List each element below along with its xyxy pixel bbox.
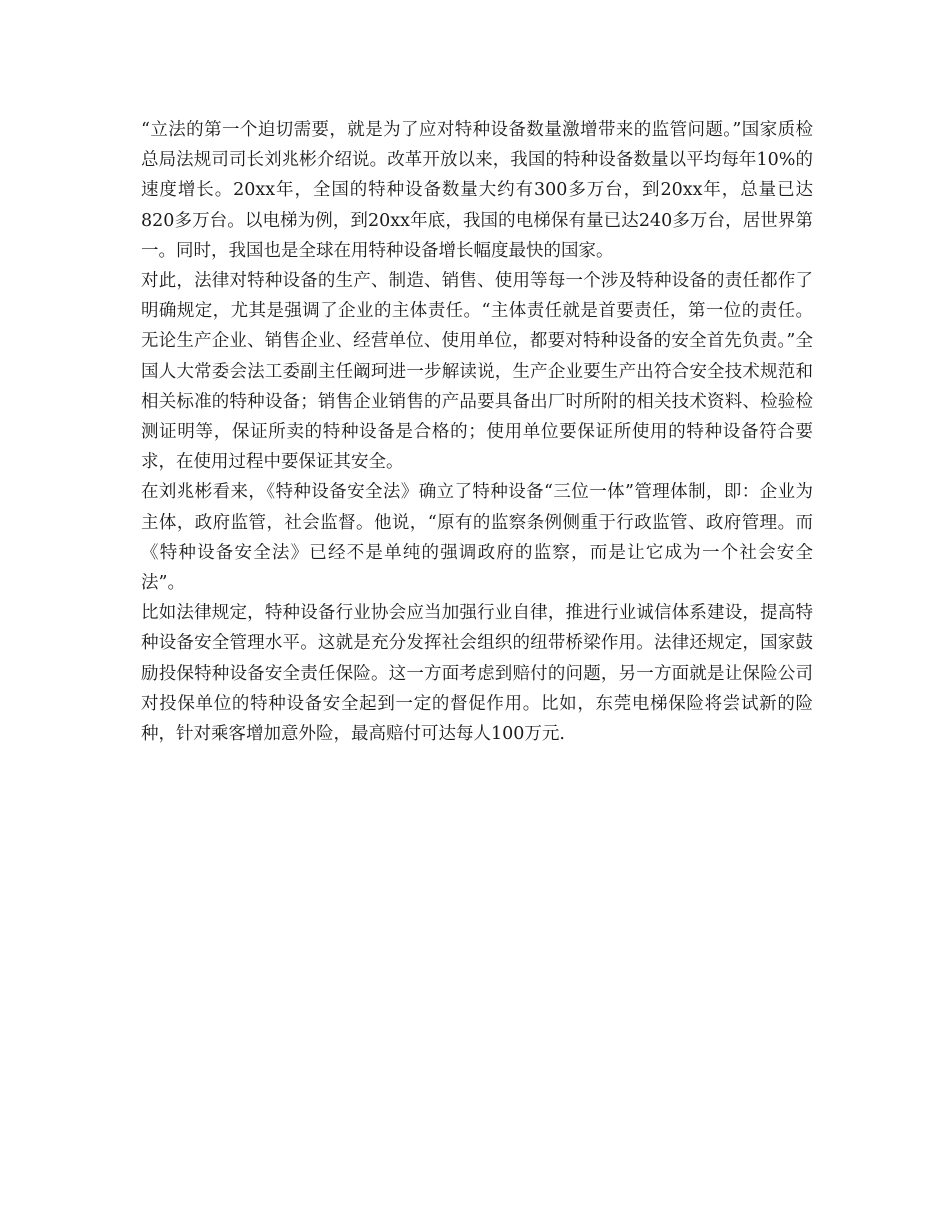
paragraph-1: “立法的第一个迫切需要，就是为了应对特种设备数量激增带来的监管问题。”国家质检总局法规司司长刘兆彬介绍说。改革开放以来，我国的特种设备数量以平均每年10%的速度增长。20xx年，全国的特种设备数量大约有300多万台，到20xx年，总量已达820多万台。以电梯为例，到20xx年底，我国的电梯保有量已达240多万台，居世界第一。同时，我国也是全球在用特种设备增长幅度最快的国家。: [141, 120, 813, 261]
paragraph-2: 对此，法律对特种设备的生产、制造、销售、使用等每一个涉及特种设备的责任都作了明确规定，尤其是强调了企业的主体责任。“主体责任就是首要责任，第一位的责任。无论生产企业、销售企业、经营单位、使用单位，都要对特种设备的安全首先负责。”全国人大常委会法工委副主任阚珂进一步解读说，生产企业要生产出符合安全技术规范和相关标准的特种设备；销售企业销售的产品要具备出厂时所附的相关技术资料、检验检测证明等，保证所卖的特种设备是合格的；使用单位要保证所使用的特种设备符合要求，在使用过程中要保证其安全。: [141, 271, 813, 473]
document-body: [141, 115, 813, 749]
paragraph-4: 比如法律规定，特种设备行业协会应当加强行业自律，推进行业诚信体系建设，提高特种设备安全管理水平。这就是充分发挥社会组织的纽带桥梁作用。法律还规定，国家鼓励投保特种设备安全责任保险。这一方面考虑到赔付的问题，另一方面就是让保险公司对投保单位的特种设备安全起到一定的督促作用。比如，东莞电梯保险将尝试新的险种，针对乘客增加意外险，最高赔付可达每人100万元.: [141, 603, 813, 745]
paragraph-3: 在刘兆彬看来，《特种设备安全法》确立了特种设备“三位一体”管理体制，即：企业为主体，政府监管，社会监督。他说，“原有的监察条例侧重于行政监管、政府管理。而《特种设备安全法》已经不是单纯的强调政府的监察，而是让它成为一个社会安全法”。: [141, 482, 813, 594]
